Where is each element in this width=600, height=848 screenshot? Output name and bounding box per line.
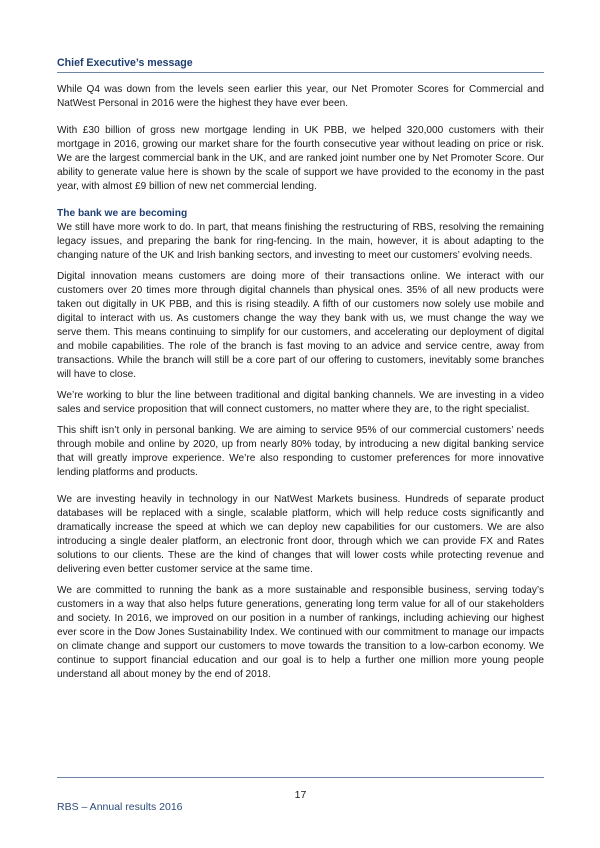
header-divider	[57, 72, 544, 73]
section-heading: The bank we are becoming	[57, 208, 188, 219]
paragraph-commercial-digital: This shift isn’t only in personal banking. We are aiming to service 95% of our commercial customers’ needs through mobile and online by 2020, up from nearly 80% today, by introducing a new digital banking service that will greatly improve experience. We’re also responding to customer preferences for more innovative lending platforms and products.	[57, 425, 544, 478]
page-number: 17	[294, 789, 307, 801]
paragraph-sustainability: We are committed to running the bank as a more sustainable and responsible business, serving today’s customers in a way that also helps future generations, generating long term value for all of our stakeholders and society. In 2016, we improved on our position in a number of rankings, including achieving our highest ever score in the Dow Jones Sustainability Index. We continued with our commitment to manage our impacts on climate change and support our customers to move towards the transition to a low-carbon economy. We continue to support financial education and our goal is to help a further one million more young people understand all about money by the end of 2018.	[57, 585, 544, 680]
document-body	[57, 83, 544, 695]
paragraph-natwest-markets: We are investing heavily in technology in our NatWest Markets business. Hundreds of separate product databases will be replaced with a single, scalable platform, which will help reduce costs significantly and dramatically increase the speed at which we can deploy new capabilities for our customers. We are also introducing a single dealer platform, an electronic front door, through which we can provide FX and Rates solutions to our clients. These are the kind of changes that will lower costs while protecting revenue and delivering even better customer service at the same time.	[57, 494, 544, 575]
footer-label: RBS – Annual results 2016	[57, 801, 183, 813]
paragraph-mortgage-lending: With £30 billion of gross new mortgage lending in UK PBB, we helped 320,000 customers with their mortgage in 2016, growing our market share for the fourth consecutive year without leading on price or risk. We are the largest commercial bank in the UK, and are ranked joint number one by Net Promoter Score. Our ability to generate value here is shown by the scale of support we have provided to the economy in the past year, with almost £9 billion of new net commercial lending.	[57, 125, 544, 192]
paragraph-channels: We’re working to blur the line between traditional and digital banking channels. We are investing in a video sales and service proposition that will connect customers, no matter where they are, to the right specialist.	[57, 390, 544, 415]
footer-divider	[57, 777, 544, 778]
page-header-title: Chief Executive’s message	[57, 57, 193, 69]
paragraph-net-promoter: While Q4 was down from the levels seen earlier this year, our Net Promoter Scores for Commercial and NatWest Personal in 2016 were the highest they have ever been.	[57, 84, 544, 109]
paragraph-restructuring: We still have more work to do. In part, that means finishing the restructuring of RBS, resolving the remaining legacy issues, and preparing the bank for ring-fencing. In the main, however, it is about adapting to the changing nature of the UK and Irish banking sectors, and investing to meet our customers’ evolving needs.	[57, 222, 544, 261]
paragraph-digital-innovation: Digital innovation means customers are doing more of their transactions online. We interact with our customers over 20 times more through digital channels than physical ones. 35% of all new products were taken out digitally in UK PBB, and this is rising steadily. A fifth of our customers now solely use mobile and digital to interact with us. As customers change the way they bank with us, we must change the way we serve them. This means continuing to simplify for our customers, and accelerating our deployment of digital and mobile capabilities. The role of the branch is fast moving to an advice and service centre, away from transactions. While the branch will still be a core part of our offering to customers, inevitably some branches will have to close.	[57, 271, 544, 380]
